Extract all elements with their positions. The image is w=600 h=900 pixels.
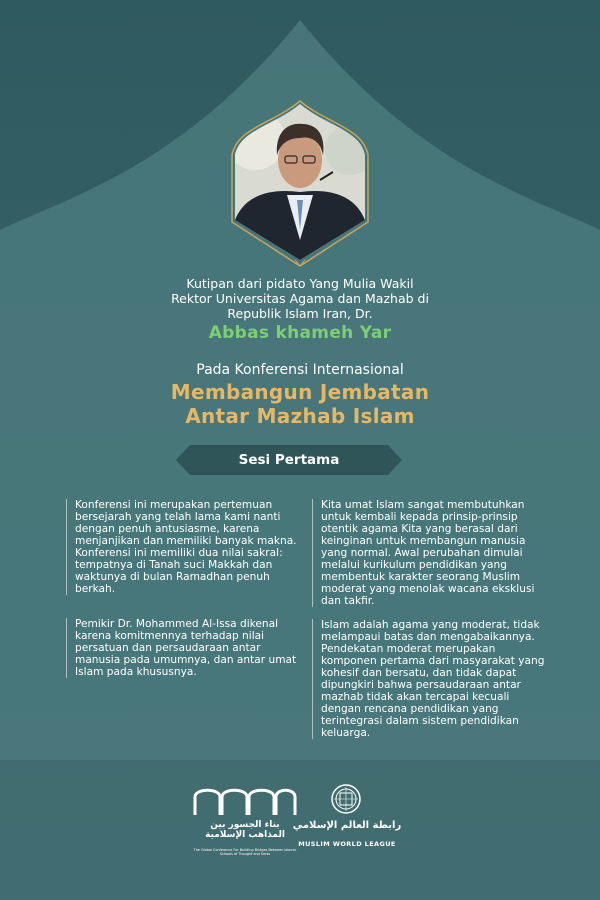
muslim-world-league-english: MUSLIM WORLD LEAGUE: [298, 840, 396, 848]
paragraph-right-1: Kita umat Islam sangat membutuhkan untuk kembali kepada prinsip-prinsip otentik agama Kita yang berasal dari keinginan untuk membangun manusia yang normal. Awal perubahan dimulai melalui kurikulum pendidikan yang membentuk karakter seorang Muslim moderat yang menolak wacana eksklusi dan takfir.: [312, 499, 549, 607]
bridges-arabic-line-2: المذاهب الإسلامية: [205, 830, 285, 840]
bridges-arabic-line-1: بناء الجسور بين: [210, 820, 280, 830]
bridges-conference-logo: [190, 783, 300, 855]
intro-line-1: Kutipan dari pidato Yang Mulia Wakil: [186, 276, 414, 291]
paragraph-left-2: Pemikir Dr. Mohammed Al-Issa dikenal karena komitmennya terhadap nilai persatuan dan persaudaraan antar manusia pada umumnya, dan antar umat Islam pada khususnya.: [66, 618, 297, 678]
bridges-conference-english: The Global Conference For Building Bridges Between Islamic Schools of Thought and Sects: [193, 848, 297, 856]
intro-line-3: Republik Islam Iran, Dr.: [227, 306, 373, 321]
bridges-conference-arabic: [190, 820, 300, 840]
speaker-portrait: [225, 100, 375, 270]
conference-intro: Pada Konferensi Internasional: [196, 362, 404, 378]
conference-title-line-2: Antar Mazhab Islam: [185, 404, 415, 428]
session-label: Sesi Pertama: [238, 452, 340, 468]
conference-title: [80, 380, 520, 428]
speaker-name: Abbas khameh Yar: [208, 323, 392, 343]
intro-line-2: Rektor Universitas Agama dan Mazhab di: [171, 291, 429, 306]
conference-title-line-1: Membangun Jembatan: [170, 380, 430, 404]
muslim-world-league-arabic: رابطة العالم الإسلامي: [292, 820, 402, 831]
paragraph-left-1: Konferensi ini merupakan pertemuan bersejarah yang telah lama kami nanti dengan penuh antusiasme, karena menjanjikan dan memiliki banyak makna. Konferensi ini memiliki dua nilai sakral: tempatnya di Tanah suci Makkah dan waktunya di bulan Ramadhan penuh berkah.: [66, 499, 297, 595]
paragraph-right-2: Islam adalah agama yang moderat, tidak melampaui batas dan mengabaikannya. Pendekatan moderat merupakan komponen pertama dari masyarakat yang kohesif dan bersatu, dan tidak dapat dipungkiri bahwa persaudaraan antar mazhab tidak akan tercapai kecuali dengan rencana pendidikan yang terintegrasi dalam sistem pendidikan keluarga.: [312, 619, 549, 739]
speech-intro: [120, 276, 480, 321]
